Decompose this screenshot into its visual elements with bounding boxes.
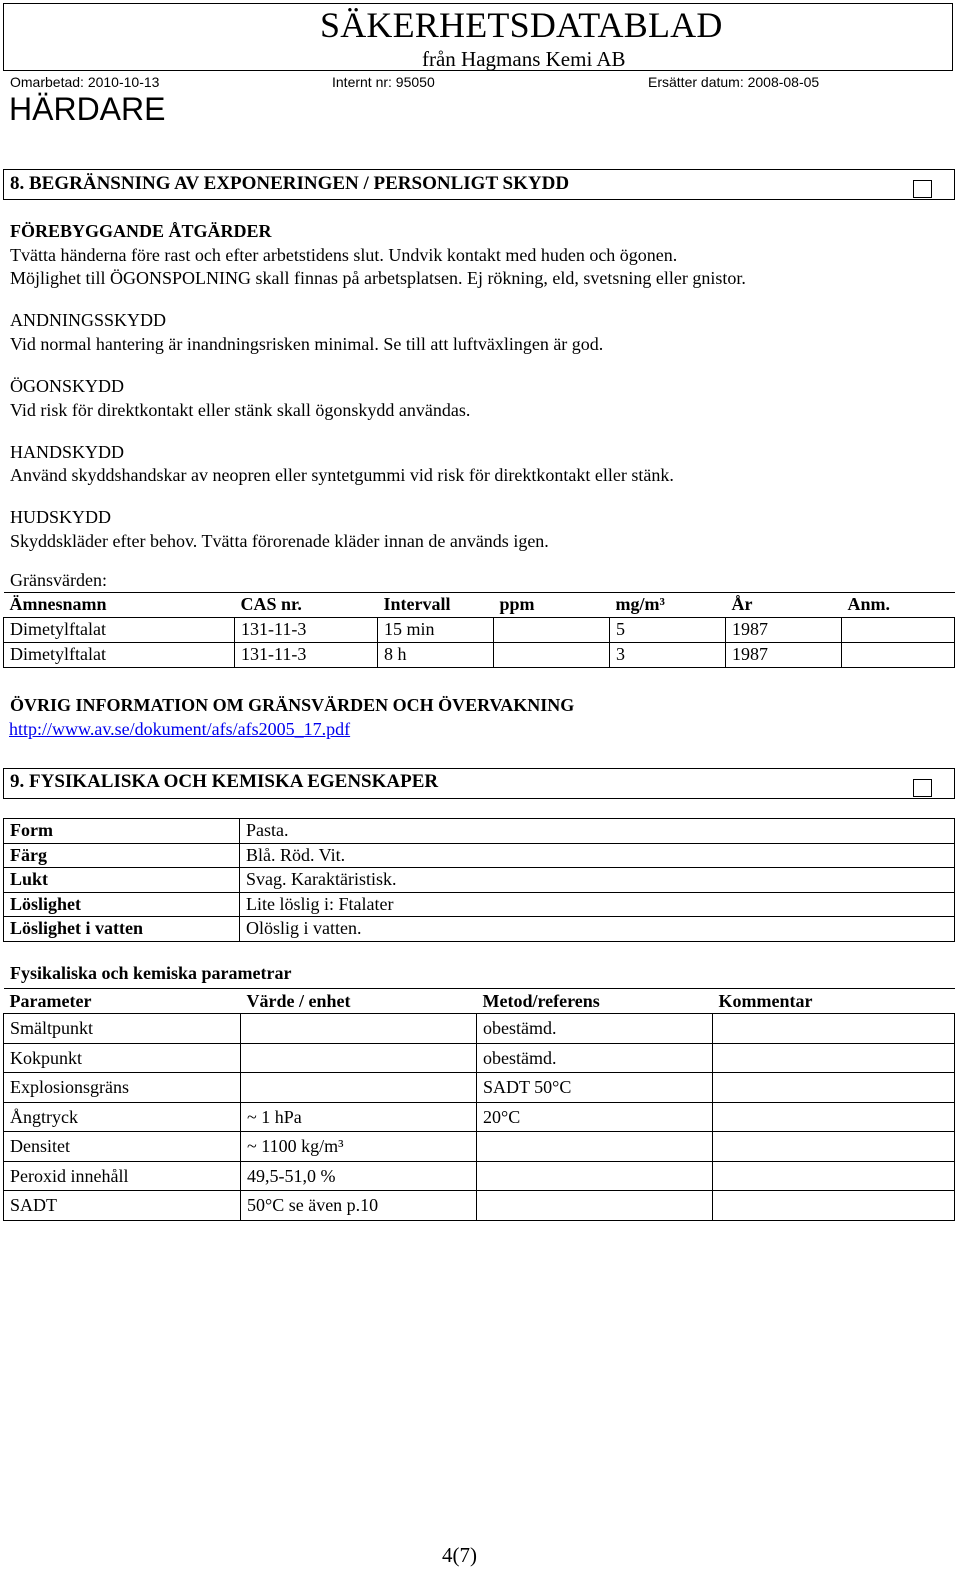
table-cell <box>842 643 955 668</box>
column-header: ppm <box>494 593 610 618</box>
table-header-row <box>4 989 955 1014</box>
eye-protection-text: Vid risk för direktkontakt eller stänk skall ögonskydd användas. <box>10 400 471 420</box>
table-cell <box>241 1043 477 1073</box>
table-cell <box>241 1014 477 1044</box>
table-row <box>4 892 955 917</box>
parameters-table <box>3 988 955 1221</box>
table-cell: 49,5-51,0 % <box>241 1161 477 1191</box>
table-cell: Smältpunkt <box>4 1014 241 1044</box>
table-cell: 131-11-3 <box>235 643 378 668</box>
column-header: CAS nr. <box>235 593 378 618</box>
table-cell <box>713 1102 955 1132</box>
section-9-title: 9. FYSIKALISKA OCH KEMISKA EGENSKAPER <box>10 771 439 792</box>
table-cell <box>713 1161 955 1191</box>
column-header: Kommentar <box>713 989 955 1014</box>
prevention-text-2: Möjlighet till ÖGONSPOLNING skall finnas på arbetsplatsen. Ej rökning, eld, svetsning eller gnistor. <box>10 268 746 288</box>
table-cell <box>713 1132 955 1162</box>
table-cell: obestämd. <box>477 1043 713 1073</box>
property-label: Färg <box>4 843 240 868</box>
column-header: År <box>726 593 842 618</box>
product-name: HÄRDARE <box>9 91 166 127</box>
column-header: Intervall <box>378 593 494 618</box>
table-row <box>4 1161 955 1191</box>
table-cell: 1987 <box>726 643 842 668</box>
column-header: Parameter <box>4 989 241 1014</box>
table-row <box>4 843 955 868</box>
property-value: Lite löslig i: Ftalater <box>240 892 955 917</box>
table-row <box>4 917 955 942</box>
replaces-date: Ersätter datum: 2008-08-05 <box>648 74 820 90</box>
table-cell: Explosionsgräns <box>4 1073 241 1103</box>
table-row <box>4 868 955 893</box>
section-8-checkbox[interactable] <box>913 180 932 198</box>
table-cell <box>842 618 955 643</box>
table-row <box>4 1191 955 1221</box>
column-header: Anm. <box>842 593 955 618</box>
column-header: Ämnesnamn <box>4 593 235 618</box>
table-cell: Kokpunkt <box>4 1043 241 1073</box>
table-cell: 15 min <box>378 618 494 643</box>
table-cell <box>477 1161 713 1191</box>
property-label: Form <box>4 819 240 844</box>
table-cell: 131-11-3 <box>235 618 378 643</box>
properties-table <box>3 818 955 942</box>
prevention-heading: FÖREBYGGANDE ÅTGÄRDER <box>10 221 272 241</box>
table-row <box>4 1014 955 1044</box>
table-cell: SADT <box>4 1191 241 1221</box>
skin-protection-text: Skyddskläder efter behov. Tvätta förorenade kläder innan de används igen. <box>10 531 549 551</box>
property-value: Blå. Röd. Vit. <box>240 843 955 868</box>
page-number: 4(7) <box>442 1543 477 1567</box>
property-value: Olöslig i vatten. <box>240 917 955 942</box>
document-title: SÄKERHETSDATABLAD <box>320 5 723 45</box>
table-cell: Peroxid innehåll <box>4 1161 241 1191</box>
table-cell: 50°C se även p.10 <box>241 1191 477 1221</box>
table-cell: ~ 1 hPa <box>241 1102 477 1132</box>
respiratory-heading: ANDNINGSSKYDD <box>10 310 167 330</box>
hand-protection-text: Använd skyddshandskar av neopren eller syntetgummi vid risk för direktkontakt eller stänk. <box>10 465 674 485</box>
table-cell: Dimetylftalat <box>4 618 235 643</box>
document-subtitle: från Hagmans Kemi AB <box>422 47 626 71</box>
table-row <box>4 1073 955 1103</box>
eye-protection-heading: ÖGONSKYDD <box>10 376 125 396</box>
table-cell: ~ 1100 kg/m³ <box>241 1132 477 1162</box>
section-8-title: 8. BEGRÄNSNING AV EXPONERINGEN / PERSONLIGT SKYDD <box>10 173 570 194</box>
property-label: Löslighet i vatten <box>4 917 240 942</box>
table-row <box>4 1102 955 1132</box>
table-cell: 1987 <box>726 618 842 643</box>
table-cell: 5 <box>610 618 726 643</box>
other-info-heading: ÖVRIG INFORMATION OM GRÄNSVÄRDEN OCH ÖVERVAKNING <box>10 695 575 715</box>
table-row <box>4 1043 955 1073</box>
property-label: Löslighet <box>4 892 240 917</box>
afs-document-link[interactable]: http://www.av.se/dokument/afs/afs2005_17.pdf <box>9 719 351 739</box>
limit-values-table <box>3 592 955 668</box>
column-header: Värde / enhet <box>241 989 477 1014</box>
table-row <box>4 618 955 643</box>
respiratory-text: Vid normal hantering är inandningsrisken minimal. Se till att luftväxlingen är god. <box>10 334 604 354</box>
table-cell <box>713 1073 955 1103</box>
property-value: Svag. Karaktäristisk. <box>240 868 955 893</box>
table-row <box>4 643 955 668</box>
table-cell <box>477 1132 713 1162</box>
revised-date: Omarbetad: 2010-10-13 <box>10 74 160 90</box>
table-cell: Densitet <box>4 1132 241 1162</box>
table-row <box>4 1132 955 1162</box>
table-header-row <box>4 593 955 618</box>
table-cell: 3 <box>610 643 726 668</box>
skin-protection-heading: HUDSKYDD <box>10 507 112 527</box>
column-header: Metod/referens <box>477 989 713 1014</box>
table-cell: SADT 50°C <box>477 1073 713 1103</box>
table-cell <box>241 1073 477 1103</box>
table-cell: Ångtryck <box>4 1102 241 1132</box>
parameters-heading: Fysikaliska och kemiska parametrar <box>10 963 292 983</box>
table-cell <box>713 1191 955 1221</box>
section-9-checkbox[interactable] <box>913 779 932 797</box>
table-cell <box>494 643 610 668</box>
hand-protection-heading: HANDSKYDD <box>10 442 125 462</box>
table-row <box>4 819 955 844</box>
internal-number: Internt nr: 95050 <box>332 74 435 90</box>
table-cell: 8 h <box>378 643 494 668</box>
table-cell <box>494 618 610 643</box>
table-cell <box>713 1014 955 1044</box>
limits-heading: Gränsvärden: <box>10 570 107 590</box>
table-cell: 20°C <box>477 1102 713 1132</box>
property-value: Pasta. <box>240 819 955 844</box>
column-header: mg/m³ <box>610 593 726 618</box>
prevention-text-1: Tvätta händerna före rast och efter arbetstidens slut. Undvik kontakt med huden och ögonen. <box>10 245 678 265</box>
table-cell <box>713 1043 955 1073</box>
table-cell <box>477 1191 713 1221</box>
table-cell: Dimetylftalat <box>4 643 235 668</box>
table-cell: obestämd. <box>477 1014 713 1044</box>
property-label: Lukt <box>4 868 240 893</box>
